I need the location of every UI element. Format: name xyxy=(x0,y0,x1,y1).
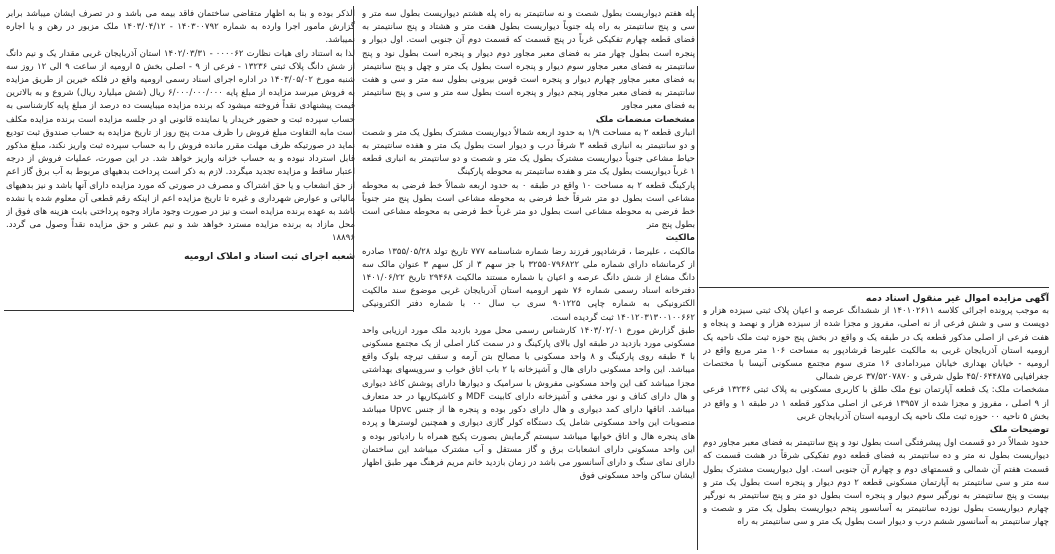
property-specs: مشخصات ملک: یک قطعه آپارتمان نوع ملک طلق با کاربری مسکونی به پلاک ثبتی ۱۳۲۳۶ فرعی از ۹ اصلی ، مفروز و مجزا شده از ۱۳۹۵۷ فرعی از اصلی مذکور قطعه ۱ در طبقه ۱ و واقع در بخش ۵ ناحیه ۰۰ حوزه ثبت ملک ناحیه یک ارومیه استان آذربایجان غربی xyxy=(703,385,1049,422)
notice-title: آگهی مزایده اموال غیر منقول اسناد دمه xyxy=(865,293,1049,304)
middle-column xyxy=(362,8,695,550)
storage-annex: انباری قطعه ۲ به مساحت ۱/۹ به حدود اربعه شمالاً دیواریست مشترک بطول یک متر و شصت و دو سانتیمتر به انباری قطعه ۳ شرقاً درب و دیوار است بطول یک متر و هفده سانتیمتر به حیاط مشاعی جنوباً دیواریست مشترک بطول یک متر و شصت و دو سانتیمتر به انباری قطعه ۱ غرباً دیواریست بطول یک متر و هفده سانتیمتر به محوطه پارکینگ xyxy=(362,127,695,178)
auction-terms: لذا به استناد رای هیات نظارت ۰۰۰۰۶۲ - ۱۴۰۲/۰۳/۳۱ استان آذربایجان غربی مقدار یک و نیم دانگ از شش دانگ پلاک ثبتی ۱۳۲۳۶ - فرعی از ۹ - اصلی بخش ۵ ارومیه از ساعت ۹ الی ۱۲ روز سه شنبه مورخ ۱۴۰۳/۰۵/۰۲ در اداره اجرای اسناد رسمی ارومیه واقع در فلکه خیرین از طریق مزایده به فروش میرسد مزایده از مبلغ پایه ۶/۰۰۰/۰۰۰/۰۰۰ ریال (شش میلیارد ریال) شروع و به بالاترین قیمت پیشنهادی نقداً فروخته میشود که برنده مزایده میبایست ده درصد از مبلغ پایه کارشناسی به حساب سپرده ثبت و حضور خریدار یا نماینده قانونی او در جلسه مزایده است برنده مزایده مکلف است مابه التفاوت مبلغ فروش را ظرف مدت پنج روز از تاریخ مزایده به حساب صندوق ثبت تودیع نماید در صورتیکه ظرف مهلت مقرر مانده فروش را به حساب سپرده ثبت واریز نکند، مبلغ مذکور قابل استرداد نبوده و به حساب خزانه واریز خواهد شد. در این صورت، عملیات فروش از درجه اعتبار ساقط و مزایده تجدید میگردد. لازم به ذکر است پرداخت بدهیهای مربوط به آب برق گاز اعم از حق انشعاب و یا حق اشتراک و مصرف در صورتی که مورد مزایده دارای آنها باشد و نیز بدهیهای مالیاتی و عوارض شهرداری و غیره تا تاریخ مزایده اعم از اینکه رقم قطعی آن معلوم شده یا نشده باشد به عهده برنده مزایده است و نیز در صورت وجود مازاد وجوه پرداختی بابت هزینه های فوق از محل مازاد به برنده مزایده مسترد خواهد شد و نیم عشر و حق مزایده نقداً وصول می گردد. ۱۸۸۹۶ xyxy=(6,48,355,244)
notice-intro: به موجب پرونده اجرائی کلاسه ۱۴۰۱۰۲۶۱۱ از ششدانگ عرصه و اعیان پلاک ثبتی سیزده هزار و دویست و سی و شش فرعی از نه اصلی، مفروز و مجزا شده از سیزده هزار و نهصد و پنجاه و هفت فرعی از اصلی مذکور قطعه یک در طبقه یک و واقع در بخش پنج حوزه ثبت ملک ناحیه یک ارومیه استان آذربایجان غربی به مالکیت علیرضا قرشادپور به مساحت ۱۰۶ متر مربع واقع در ارومیه - خیابان بهداری خیابان میردامادی ۱۶ متری سوم مجتمع مسکونی آنیسا با مختصات جغرافیایی ۴۵/۰۶۴۴۸۷۵ طول شرقی و ۳۷/۵۲۰۷۸۷۰ عرض شمالی xyxy=(703,306,1049,383)
right-column xyxy=(703,8,1049,550)
issuer-signature: شعبه اجرای ثبت اسناد و املاک ارومیه xyxy=(184,250,355,262)
parking-annex: پارکینگ قطعه ۲ به مساحت ۱۰ واقع در طبقه ۰ به حدود اربعه شمالاً خط فرضی به محوطه مشاعی است بطول دو متر شرقاً خط فرضی به محوطه مشاعی است بطول پنج متر جنوباً خط فرضی به محوطه مشاعی است بطول دو متر غرباً خط فرضی به محوطه مشاعی است بطول پنج متر xyxy=(362,180,695,231)
column-divider-left xyxy=(353,6,354,312)
boundaries-continued: پله هفتم دیواریست بطول شصت و نه سانتیمتر به راه پله هشتم دیواریست بطول سه متر و سی و پنج سانتیمتر به راه پله جنوباً دیواریست بطول هفت متر و هشتاد و پنج سانتیمتر به فضای قطعه چهارم تفکیکی غرباً در پنج قسمت که قسمت دوم آن جنوبی است. اول دیوار و پنجره است بطول چهار متر به فضای معبر مجاور دوم دیوار و پنجره است بطول نود و پنج سانتیمتر به فضای معبر مجاور سوم دیوار و پنجره است بطول یک متر و چهل و پنج سانتیمتر به فضای معبر مجاور چهارم دیوار و پنجره است قوس بیرونی بطول سه متر و سی و هفت سانتیمتر به فضای معبر مجاور پنجم دیوار و پنجره است بطول سه متر و سی و پنج سانتیمتر به فضای معبر مجاور xyxy=(362,9,695,112)
occupancy-text: الذکر بوده و بنا به اظهار متقاضی ساختمان فاقد بیمه می باشد و در تصرف ایشان میباشد برابر گزارش مامور اجرا وارده به شماره ۱۴۰۳۰۰۷۹۲ - ۱۴۰۳/۰۴/۱۲ ملک مزبور در رهن و یا اجاره نمیباشد. xyxy=(6,9,355,46)
annexes-heading: مشخصات منضمات ملک xyxy=(595,114,695,125)
left-column-bottom-rule xyxy=(4,310,353,311)
property-description-heading: توضیحات ملک xyxy=(989,425,1049,436)
property-boundaries-text: حدود شمالاً در دو قسمت اول پیشرفتگی است بطول نود و پنج سانتیمتر به فضای معبر مجاور دوم دیواریست بطول نه متر و ده سانتیمتر به فضای قطعه دوم تفکیکی شرقاً در هشت قسمت که قسمت هفتم آن شمالی و قسمتهای دوم و چهارم آن جنوبی است. اول دیواریست مشترک بطول سه متر و سی سانتیمتر به آپارتمان مسکونی قطعه ۲ دوم دیوار و پنجره است بطول یک متر و بیست و پنج سانتیمتر به نورگیر سوم دیوار و پنجره است بطول دو متر و پنج سانتیمتر به نورگیر چهارم دیواریست بطول نوزده سانتیمتر به آسانسور پنجم دیواریست بطول یک متر و شصت و چهار سانتیمتر به آسانسور ششم درب و دیوار است بطول یک متر و سی سانتیمتر به راه xyxy=(703,438,1049,528)
left-column xyxy=(6,8,355,308)
right-column-top-rule xyxy=(699,287,1049,288)
ownership-heading: مالکیت xyxy=(665,233,695,244)
inspection-report: طبق گزارش مورخ ۱۴۰۳/۰۲/۰۱ کارشناس رسمی محل مورد بازدید ملک مورد ارزیابی واحد مسکونی مورد بازدید در طبقه اول بالای پارکینگ و در سمت کنار اصلی از یک مجتمع مسکونی با ۴ طبقه روی پارکینگ و ۸ واحد مسکونی با مصالح بتن آرمه و سقف تیرچه بلوک واقع میباشد. این واحد مسکونی دارای هال و آشپزخانه با ۲ باب اتاق خواب و سرویسهای بهداشتی مجزا میباشد کف این واحد مسکونی مفروش با سرامیک و دیوارها دارای پوشش کاغذ دیواری و هال دارای کناف و نور مخفی و آشپزخانه دارای کابینت MDF و کاشیکاریها در حد متعارف میباشد. اتاقها دارای کمد دیواری و هال دارای دکور بوده و پنجره ها از جنس Upvc میباشد منصوبات این واحد مسکونی شامل یک دستگاه کولر گازی دیواری و همچنین لوسترها و پرده های پنجره هال و اتاق خوابها میباشد سیستم گرمایش بصورت پکیج همراه با رادیاتور بوده و این واحد مسکونی دارای انشعابات برق و گاز مستقل و آب مشترک میباشد این ساختمان دارای نمای سنگ و دارای آسانسور می باشد در زمان بازدید خانم مریم فرهنگ مهر طبق اظهار ایشان ساکن واحد مسکونی فوق xyxy=(362,325,695,482)
column-divider-right xyxy=(697,6,698,550)
ownership-text: مالکیت ، علیرضا ، قرشادپور فرزند رضا شماره شناسنامه ۷۷۷ تاریخ تولد ۱۳۵۵/۰۵/۲۸ صادره از کرمانشاه دارای شماره ملی ۳۲۵۵۰۷۹۶۸۲۲ با جز سهم ۳ از کل سهم ۳ عنوان مالک سه دانگ مشاع از شش دانگ عرصه و اعیان با شماره مستند مالکیت ۲۹۴۶۸ تاریخ ۱۴۰۱/۰۶/۲۲ دفترخانه اسناد رسمی شماره ۷۶ شهر ارومیه استان آذربایجان غربی موضوع سند مالکیت الکترونیکی به شماره چاپی ۹۰۱۲۲۵ سری ب سال ۰۰ با شماره دفتر الکترونیکی ۱۴۰۱۲۰۳۱۳۰۰۱۰۰۶۶۲ ثبت گردیده است. xyxy=(362,246,695,323)
